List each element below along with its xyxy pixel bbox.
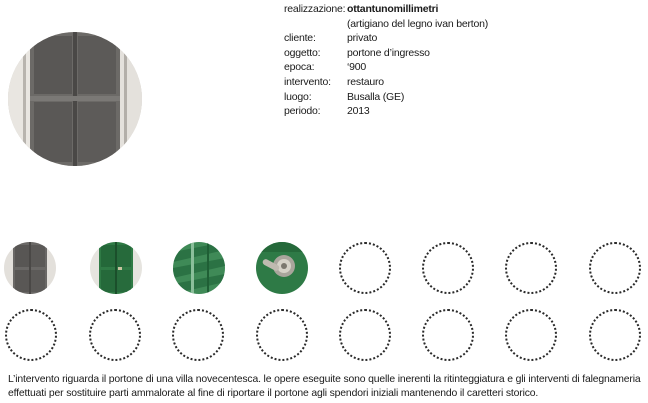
- info-value: ottantunomillimetri: [347, 3, 439, 15]
- gallery-thumb-12[interactable]: [256, 309, 308, 361]
- info-value: 2013: [347, 105, 370, 118]
- info-value: restauro: [347, 75, 384, 88]
- info-row-epoca: [284, 60, 488, 75]
- info-label: periodo:: [284, 105, 321, 118]
- info-row-luogo: [284, 90, 488, 105]
- hero-door-photo: [8, 32, 142, 166]
- info-value: portone d’ingresso: [347, 46, 430, 59]
- info-label: [284, 17, 347, 32]
- door-grey-photo-icon: [4, 242, 56, 294]
- project-info: [284, 2, 488, 119]
- info-row-intervento: [284, 75, 488, 90]
- gallery-thumb-14[interactable]: [422, 309, 474, 361]
- gallery-thumb-1[interactable]: [4, 242, 56, 294]
- gallery-thumb-8[interactable]: [589, 242, 641, 294]
- info-label: luogo:: [284, 90, 312, 103]
- gallery-thumb-2[interactable]: [90, 242, 142, 294]
- info-row-periodo: [284, 104, 488, 119]
- door-green-detail-photo-icon: [173, 242, 225, 294]
- gallery-thumb-4[interactable]: [256, 242, 308, 294]
- info-label: cliente:: [284, 32, 316, 45]
- info-row-oggetto: [284, 46, 488, 61]
- info-value: (artigiano del legno ivan berton): [347, 17, 489, 30]
- door-photo-icon: [8, 32, 142, 166]
- gallery-thumb-13[interactable]: [339, 309, 391, 361]
- gallery-thumb-3[interactable]: [173, 242, 225, 294]
- door-green-photo-icon: [90, 242, 142, 294]
- gallery-thumb-15[interactable]: [505, 309, 557, 361]
- info-row-artigiano: [284, 17, 488, 32]
- info-row-realizzazione: [284, 2, 488, 17]
- gallery-thumb-10[interactable]: [89, 309, 141, 361]
- info-label: epoca:: [284, 61, 315, 74]
- info-label: realizzazione:: [284, 3, 346, 15]
- gallery-thumb-11[interactable]: [172, 309, 224, 361]
- gallery-thumb-5[interactable]: [339, 242, 391, 294]
- gallery-thumb-7[interactable]: [505, 242, 557, 294]
- info-row-cliente: [284, 31, 488, 46]
- info-value: privato: [347, 32, 378, 45]
- door-handle-photo-icon: [256, 242, 308, 294]
- info-label: oggetto:: [284, 46, 321, 59]
- gallery-thumb-6[interactable]: [422, 242, 474, 294]
- gallery-thumb-9[interactable]: [5, 309, 57, 361]
- info-value: ‘900: [347, 61, 367, 74]
- info-value: Busalla (GE): [347, 90, 405, 103]
- gallery-thumb-16[interactable]: [589, 309, 641, 361]
- project-description: L’intervento riguarda il portone di una villa novecentesca. le opere eseguite sono quelle inerenti la ritinteggiatura e gli interventi di falegnameria effettuati per sostituire parti ammalorate al fine di riportare il portone agli spendori iniziali mantenendo il caretteri storico.: [8, 374, 641, 400]
- info-label: intervento:: [284, 75, 331, 88]
